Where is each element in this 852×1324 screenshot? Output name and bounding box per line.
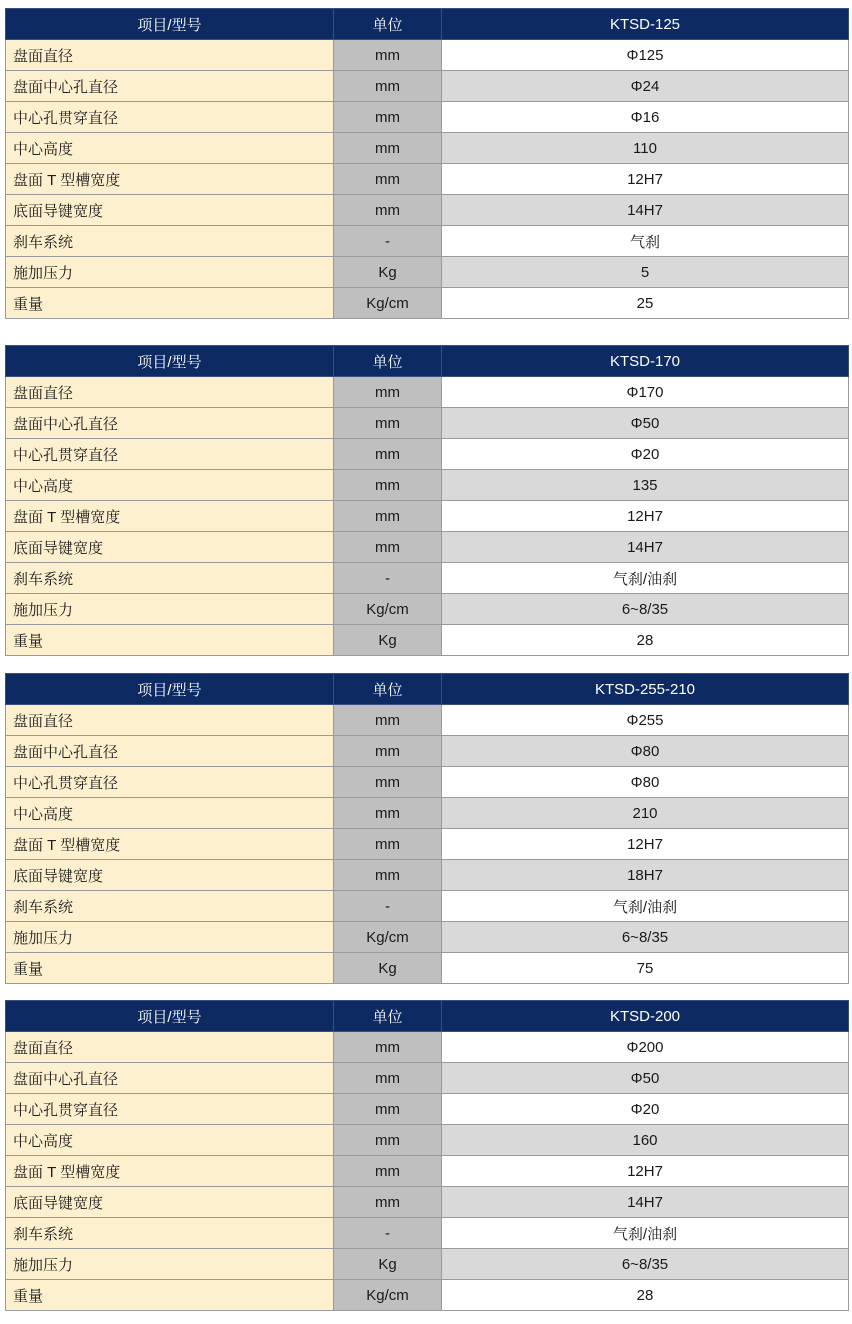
header-model: KTSD-255-210 (442, 674, 849, 705)
row-unit: Kg/cm (334, 1280, 442, 1311)
table-row (6, 532, 849, 563)
header-model: KTSD-200 (442, 1001, 849, 1032)
row-unit: mm (334, 1032, 442, 1063)
row-unit: Kg (334, 953, 442, 984)
row-unit: mm (334, 705, 442, 736)
row-unit: mm (334, 377, 442, 408)
row-unit: - (334, 226, 442, 257)
table-row (6, 953, 849, 984)
row-name: 施加压力 (6, 922, 334, 953)
row-value: 气刹 (442, 226, 849, 257)
table-header-row (6, 9, 849, 40)
table-row (6, 829, 849, 860)
row-value: 18H7 (442, 860, 849, 891)
row-value: 气刹/油刹 (442, 1218, 849, 1249)
row-name: 底面导键宽度 (6, 860, 334, 891)
header-unit: 单位 (334, 9, 442, 40)
row-unit: Kg (334, 1249, 442, 1280)
table-row (6, 1187, 849, 1218)
row-name: 底面导键宽度 (6, 195, 334, 226)
row-unit: mm (334, 470, 442, 501)
table-row (6, 195, 849, 226)
row-value: Φ24 (442, 71, 849, 102)
row-name: 底面导键宽度 (6, 1187, 334, 1218)
row-unit: mm (334, 40, 442, 71)
row-value: Φ50 (442, 408, 849, 439)
table-row (6, 563, 849, 594)
spec-table-ktsd-125 (5, 8, 849, 319)
table-row (6, 1249, 849, 1280)
table-header-row (6, 346, 849, 377)
row-unit: mm (334, 1125, 442, 1156)
row-value: 28 (442, 1280, 849, 1311)
row-value: 210 (442, 798, 849, 829)
row-value: Φ20 (442, 439, 849, 470)
row-value: 气刹/油刹 (442, 563, 849, 594)
table-row (6, 1125, 849, 1156)
header-unit: 单位 (334, 346, 442, 377)
table-row (6, 860, 849, 891)
row-name: 中心高度 (6, 1125, 334, 1156)
spec-table-ktsd-170 (5, 345, 849, 656)
row-name: 中心孔贯穿直径 (6, 1094, 334, 1125)
row-value: 气刹/油刹 (442, 891, 849, 922)
row-name: 盘面直径 (6, 40, 334, 71)
row-value: 6~8/35 (442, 594, 849, 625)
row-name: 盘面中心孔直径 (6, 1063, 334, 1094)
table-row (6, 798, 849, 829)
row-value: Φ200 (442, 1032, 849, 1063)
row-name: 中心高度 (6, 798, 334, 829)
row-unit: mm (334, 133, 442, 164)
row-name: 底面导键宽度 (6, 532, 334, 563)
table-row (6, 736, 849, 767)
row-unit: mm (334, 532, 442, 563)
row-name: 盘面中心孔直径 (6, 71, 334, 102)
row-value: Φ170 (442, 377, 849, 408)
table-row (6, 439, 849, 470)
row-unit: mm (334, 71, 442, 102)
row-value: Φ255 (442, 705, 849, 736)
header-model: KTSD-170 (442, 346, 849, 377)
row-value: 14H7 (442, 532, 849, 563)
row-unit: Kg/cm (334, 594, 442, 625)
row-unit: mm (334, 1063, 442, 1094)
header-unit: 单位 (334, 1001, 442, 1032)
table-row (6, 594, 849, 625)
row-value: 14H7 (442, 195, 849, 226)
row-name: 重量 (6, 625, 334, 656)
row-value: Φ125 (442, 40, 849, 71)
row-name: 盘面直径 (6, 377, 334, 408)
row-name: 刹车系统 (6, 891, 334, 922)
row-unit: mm (334, 1156, 442, 1187)
header-item: 项目/型号 (6, 9, 334, 40)
row-value: 110 (442, 133, 849, 164)
row-unit: - (334, 1218, 442, 1249)
row-unit: - (334, 563, 442, 594)
spec-table-ktsd-255-210 (5, 673, 849, 984)
row-unit: Kg/cm (334, 922, 442, 953)
row-unit: mm (334, 195, 442, 226)
row-value: 12H7 (442, 829, 849, 860)
row-name: 盘面 T 型槽宽度 (6, 501, 334, 532)
table-row (6, 470, 849, 501)
row-unit: mm (334, 439, 442, 470)
table-row (6, 377, 849, 408)
table-row (6, 1094, 849, 1125)
row-unit: mm (334, 1187, 442, 1218)
row-name: 盘面直径 (6, 1032, 334, 1063)
row-value: 135 (442, 470, 849, 501)
table-row (6, 1156, 849, 1187)
header-item: 项目/型号 (6, 674, 334, 705)
row-name: 刹车系统 (6, 226, 334, 257)
table-row (6, 625, 849, 656)
row-unit: mm (334, 860, 442, 891)
row-unit: Kg (334, 257, 442, 288)
table-row (6, 767, 849, 798)
row-name: 重量 (6, 288, 334, 319)
row-name: 中心高度 (6, 133, 334, 164)
row-name: 盘面中心孔直径 (6, 408, 334, 439)
row-name: 施加压力 (6, 257, 334, 288)
table-row (6, 408, 849, 439)
row-value: 12H7 (442, 1156, 849, 1187)
row-value: 25 (442, 288, 849, 319)
row-value: 6~8/35 (442, 1249, 849, 1280)
table-row (6, 102, 849, 133)
table-row (6, 1280, 849, 1311)
header-unit: 单位 (334, 674, 442, 705)
row-value: 160 (442, 1125, 849, 1156)
header-item: 项目/型号 (6, 1001, 334, 1032)
table-row (6, 71, 849, 102)
row-value: 12H7 (442, 501, 849, 532)
table-row (6, 133, 849, 164)
row-value: 14H7 (442, 1187, 849, 1218)
row-unit: mm (334, 1094, 442, 1125)
table-row (6, 501, 849, 532)
row-name: 盘面 T 型槽宽度 (6, 164, 334, 195)
row-name: 盘面 T 型槽宽度 (6, 829, 334, 860)
row-unit: mm (334, 798, 442, 829)
row-name: 重量 (6, 1280, 334, 1311)
row-unit: mm (334, 164, 442, 195)
row-name: 盘面 T 型槽宽度 (6, 1156, 334, 1187)
row-name: 中心孔贯穿直径 (6, 767, 334, 798)
table-header-row (6, 1001, 849, 1032)
table-row (6, 257, 849, 288)
table-row (6, 226, 849, 257)
row-value: 12H7 (442, 164, 849, 195)
table-row (6, 40, 849, 71)
row-value: Φ50 (442, 1063, 849, 1094)
row-unit: mm (334, 767, 442, 798)
row-name: 中心高度 (6, 470, 334, 501)
row-value: 75 (442, 953, 849, 984)
row-value: Φ80 (442, 736, 849, 767)
table-row (6, 1218, 849, 1249)
table-row (6, 164, 849, 195)
row-name: 盘面中心孔直径 (6, 736, 334, 767)
row-unit: mm (334, 408, 442, 439)
row-unit: mm (334, 829, 442, 860)
row-value: 6~8/35 (442, 922, 849, 953)
row-unit: Kg (334, 625, 442, 656)
row-name: 施加压力 (6, 1249, 334, 1280)
row-unit: mm (334, 102, 442, 133)
row-name: 施加压力 (6, 594, 334, 625)
row-unit: mm (334, 501, 442, 532)
table-row (6, 288, 849, 319)
row-name: 刹车系统 (6, 563, 334, 594)
row-unit: Kg/cm (334, 288, 442, 319)
row-unit: mm (334, 736, 442, 767)
spec-table-ktsd-200 (5, 1000, 849, 1311)
row-value: 5 (442, 257, 849, 288)
table-row (6, 1063, 849, 1094)
row-value: 28 (442, 625, 849, 656)
row-name: 盘面直径 (6, 705, 334, 736)
table-row (6, 922, 849, 953)
row-unit: - (334, 891, 442, 922)
table-row (6, 1032, 849, 1063)
row-value: Φ20 (442, 1094, 849, 1125)
row-name: 中心孔贯穿直径 (6, 102, 334, 133)
table-row (6, 891, 849, 922)
row-value: Φ80 (442, 767, 849, 798)
header-model: KTSD-125 (442, 9, 849, 40)
row-name: 刹车系统 (6, 1218, 334, 1249)
table-header-row (6, 674, 849, 705)
row-value: Φ16 (442, 102, 849, 133)
header-item: 项目/型号 (6, 346, 334, 377)
row-name: 中心孔贯穿直径 (6, 439, 334, 470)
table-row (6, 705, 849, 736)
row-name: 重量 (6, 953, 334, 984)
